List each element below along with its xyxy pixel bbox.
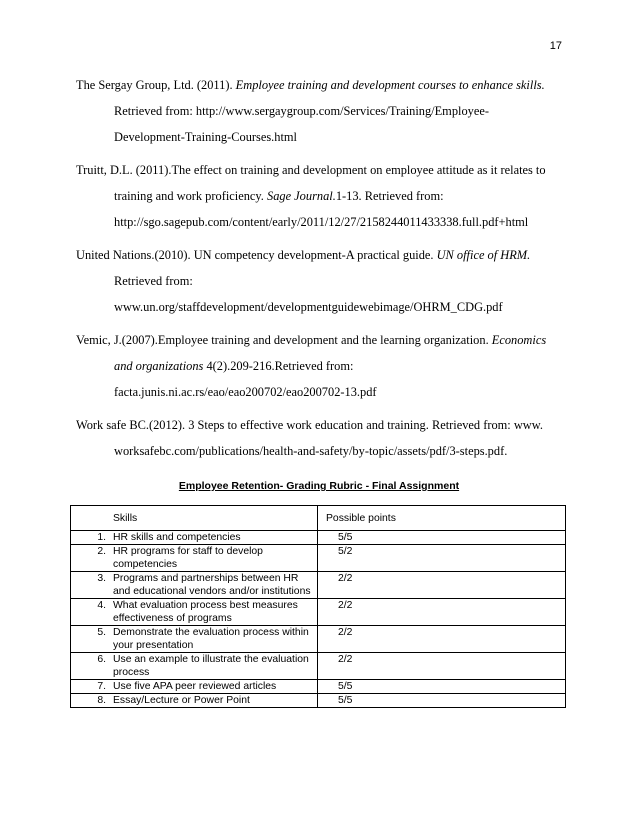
skill-cell	[71, 572, 318, 599]
rubric-row	[71, 545, 566, 572]
skill-number: 5.	[97, 627, 106, 638]
skill-item	[71, 531, 317, 544]
skill-cell	[71, 680, 318, 694]
reference-line	[76, 124, 566, 150]
reference-text: http://sgo.sagepub.com/content/early/2011/12/27/2158244011433338.full.pdf+html	[114, 215, 529, 229]
points-header-cell	[318, 506, 566, 531]
points-cell	[318, 599, 566, 626]
points-value: 2/2	[338, 600, 353, 611]
reference-entry	[76, 72, 566, 150]
rubric-row	[71, 653, 566, 680]
reference-italic-text: and organizations	[114, 359, 207, 373]
skill-number: 7.	[97, 681, 106, 692]
skill-cell	[71, 545, 318, 572]
points-value: 5/2	[338, 546, 353, 557]
points-value: 5/5	[338, 532, 353, 543]
reference-text: The Sergay Group, Ltd. (2011).	[76, 78, 236, 92]
reference-line	[76, 438, 566, 464]
skill-item	[71, 545, 317, 571]
skill-cell	[71, 626, 318, 653]
skill-text: Demonstrate the evaluation process within your presentation	[113, 627, 309, 651]
reference-italic-text: Employee training and development courses to enhance skills.	[235, 78, 545, 92]
skill-text: HR programs for staff to develop competencies	[113, 546, 263, 570]
reference-line	[76, 242, 566, 268]
skill-number: 4.	[97, 600, 106, 611]
reference-line	[76, 157, 566, 183]
reference-entry	[76, 242, 566, 320]
skill-item	[71, 680, 317, 693]
rubric-row	[71, 680, 566, 694]
skill-text: Use an example to illustrate the evaluation process	[113, 654, 309, 678]
rubric-title: Employee Retention- Grading Rubric - Final Assignment	[178, 480, 460, 492]
skill-item	[71, 572, 317, 598]
reference-line	[76, 379, 566, 405]
reference-line	[76, 294, 566, 320]
reference-line	[76, 353, 566, 379]
skills-header-cell	[71, 506, 318, 531]
skill-cell	[71, 694, 318, 708]
reference-italic-text: Economics	[491, 333, 547, 347]
skill-text: Programs and partnerships between HR and educational vendors and/or institutions	[113, 573, 311, 597]
references-list	[76, 72, 566, 471]
reference-line	[76, 72, 566, 98]
rubric-table	[70, 505, 566, 708]
points-value: 5/5	[338, 695, 353, 706]
points-value: 2/2	[338, 654, 353, 665]
reference-text: 1-13. Retrieved from:	[335, 189, 444, 203]
reference-text: Development-Training-Courses.html	[114, 130, 297, 144]
reference-text: 4(2).209-216.Retrieved from:	[206, 359, 354, 373]
reference-text: worksafebc.com/publications/health-and-safety/by-topic/assets/pdf/3-steps.pdf.	[114, 444, 508, 458]
skill-text: What evaluation process best measures effectiveness of programs	[113, 600, 298, 624]
reference-text: www.un.org/staffdevelopment/developmentguidewebimage/OHRM_CDG.pdf	[114, 300, 503, 314]
rubric-header-row	[71, 506, 566, 531]
skill-cell	[71, 531, 318, 545]
points-header: Possible points	[326, 512, 396, 524]
reference-line	[76, 412, 566, 438]
reference-text: Vemic, J.(2007).Employee training and development and the learning organization.	[76, 333, 492, 347]
reference-line	[76, 268, 566, 294]
skill-text: HR skills and competencies	[113, 532, 241, 543]
rubric-row	[71, 531, 566, 545]
reference-text: United Nations.(2010). UN competency development-A practical guide.	[76, 248, 437, 262]
skill-number: 3.	[97, 573, 106, 584]
points-cell	[318, 545, 566, 572]
reference-text: Retrieved from:	[114, 274, 193, 288]
reference-line	[76, 209, 566, 235]
reference-line	[76, 327, 566, 353]
skill-number: 1.	[97, 532, 106, 543]
skill-text: Use five APA peer reviewed articles	[113, 681, 277, 692]
reference-italic-text: Sage Journal.	[267, 189, 336, 203]
points-value: 2/2	[338, 573, 353, 584]
rubric-row	[71, 599, 566, 626]
reference-entry	[76, 327, 566, 405]
skill-item	[71, 626, 317, 652]
points-cell	[318, 531, 566, 545]
reference-entry	[76, 412, 566, 464]
points-value: 2/2	[338, 627, 353, 638]
reference-text: Work safe BC.(2012). 3 Steps to effective work education and training. Retrieved from: www.	[76, 418, 543, 432]
skill-number: 2.	[97, 546, 106, 557]
points-cell	[318, 626, 566, 653]
points-value: 5/5	[338, 681, 353, 692]
rubric-row	[71, 572, 566, 599]
skill-cell	[71, 599, 318, 626]
reference-line	[76, 183, 566, 209]
reference-text: Retrieved from: http://www.sergaygroup.com/Services/Training/Employee-	[114, 104, 489, 118]
rubric-row	[71, 694, 566, 708]
reference-entry	[76, 157, 566, 235]
skill-cell	[71, 653, 318, 680]
rubric-body	[71, 506, 566, 708]
page-number: 17	[549, 40, 562, 52]
skill-text: Essay/Lecture or Power Point	[113, 695, 250, 706]
skill-number: 8.	[97, 695, 106, 706]
skill-item	[71, 694, 317, 707]
reference-line	[76, 98, 566, 124]
skill-number: 6.	[97, 654, 106, 665]
reference-text: training and work proficiency.	[114, 189, 267, 203]
points-cell	[318, 694, 566, 708]
reference-text: facta.junis.ni.ac.rs/eao/eao200702/eao200702-13.pdf	[114, 385, 377, 399]
points-cell	[318, 572, 566, 599]
reference-italic-text: UN office of HRM.	[436, 248, 531, 262]
points-cell	[318, 680, 566, 694]
points-cell	[318, 653, 566, 680]
skill-item	[71, 653, 317, 679]
skills-header: Skills	[113, 512, 138, 524]
skill-item	[71, 599, 317, 625]
reference-text: Truitt, D.L. (2011).The effect on training and development on employee attitude as it relates to	[76, 163, 546, 177]
rubric-row	[71, 626, 566, 653]
